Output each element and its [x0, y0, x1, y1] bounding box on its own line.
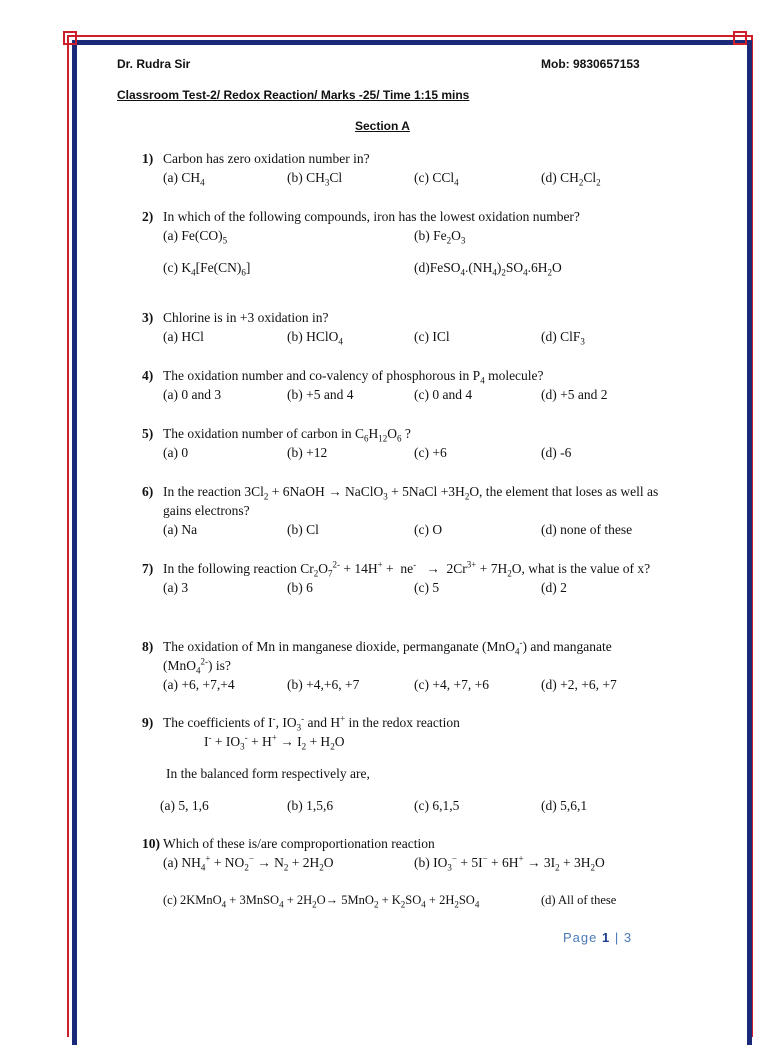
question-number: 4)	[142, 368, 154, 383]
option-a: (a) +6, +7,+4	[163, 677, 235, 692]
option-b: (b) $Fe_2O_3$	[414, 228, 466, 246]
option-d: (d) +5 and 2	[541, 387, 608, 402]
question-6	[142, 482, 662, 539]
option-d: (d) +2, +6, +7	[541, 677, 617, 692]
option-a: (a) $CH_4$	[163, 170, 205, 188]
options-row	[160, 796, 662, 815]
option-d: $(d)FeSO_4.(NH_4)_2SO_4.6H_2O$	[414, 260, 562, 278]
question-text: The oxidation number of carbon in $C_6H_{12}O_6$ ?	[163, 426, 411, 444]
question-4	[142, 366, 662, 404]
question-5	[142, 424, 662, 462]
mobile-number: Mob: 9830657153	[541, 57, 640, 71]
option-c: (c) O	[414, 522, 443, 537]
option-b: (b) 6	[287, 580, 313, 595]
corner-ornament-left	[63, 31, 77, 45]
question-number: 10)	[142, 836, 160, 851]
option-d: (d) 5,6,1	[541, 798, 588, 813]
option-a: (a) $Fe(CO)_5$	[163, 228, 228, 246]
options-row	[163, 168, 662, 187]
option-c: (c) 2KMnO$_4$ + 3MnSO$_4$ + $2H_2O\to 5MnO_2 + K_2SO_4 + 2H_2SO_4$	[163, 893, 480, 910]
option-a: (a) $NH_4^+ + NO_2^- \to N_2 + 2H_2O$	[163, 853, 334, 873]
question-number: 2)	[142, 209, 154, 224]
question-8	[142, 637, 662, 694]
test-title: Classroom Test-2/ Redox Reaction/ Marks -25/ Time 1:15 mins	[117, 88, 470, 102]
options-row	[163, 385, 662, 404]
option-c: (c) 5	[414, 580, 440, 595]
option-a: (a) HCl	[163, 329, 204, 344]
question-7	[142, 559, 662, 597]
page-word: Page	[563, 930, 598, 945]
option-b: (b) +5 and 4	[287, 387, 354, 402]
option-b: (b) $IO_3^- + 5I^- + 6H^+ \to 3I_2 + 3H_2O$	[414, 853, 605, 873]
option-c: (c) +4, +7, +6	[414, 677, 489, 692]
option-c: (c) ICl	[414, 329, 450, 344]
question-text: The oxidation of Mn in manganese dioxide, permanganate (MnO$_4$-) and manganate (MnO$_4^{2-}$) is?	[163, 637, 612, 676]
question-2	[142, 207, 662, 277]
page-total: 3	[623, 930, 633, 945]
question-text: Chlorine is in +3 oxidation in?	[163, 310, 329, 325]
reaction-equation: $I^- + IO_3^- + H^+ \to I_2 + H_2O$	[204, 732, 345, 752]
question-text: The coefficients of I-, $IO_3^-$ and H+ in the redox reaction	[163, 713, 460, 733]
question-text: The oxidation number and co-valency of phosphorous in $P_4$ molecule?	[163, 368, 544, 386]
question-10	[142, 834, 662, 910]
options-row	[163, 327, 662, 346]
option-c: (c) 0 and 4	[414, 387, 473, 402]
option-b: (b) Cl	[287, 522, 319, 537]
option-d: (d) 2	[541, 580, 567, 595]
question-number: 1)	[142, 151, 154, 166]
option-b: (b) HClO$_4$	[287, 329, 343, 347]
teacher-name: Dr. Rudra Sir	[117, 57, 191, 71]
question-1	[142, 149, 662, 187]
option-b: (b) +12	[287, 445, 328, 460]
page-number: 1	[602, 930, 611, 945]
corner-ornament-right	[733, 31, 747, 45]
option-c: (c) $K_4[Fe(CN)_6]$	[163, 260, 251, 278]
question-number: 7)	[142, 561, 154, 576]
options-row	[163, 675, 662, 694]
option-c: (c) 6,1,5	[414, 798, 460, 813]
option-d: (d) none of these	[541, 522, 633, 537]
question-note: In the balanced form respectively are,	[166, 766, 370, 781]
options-row	[163, 258, 662, 277]
option-a: (a) 3	[163, 580, 189, 595]
question-number: 3)	[142, 310, 154, 325]
options-row	[163, 226, 662, 245]
question-text: Which of these is/are comproportionation reaction	[163, 836, 435, 851]
section-heading: Section A	[355, 119, 410, 133]
option-a: (a) 0	[163, 445, 189, 460]
question-text: In the following reaction $Cr_2O_7^{2-} + 14H^+ + ne^- \to 2Cr^{3+} + 7H_2O$, what is the value of x?	[163, 559, 651, 579]
question-number: 5)	[142, 426, 154, 441]
question-9	[142, 713, 662, 815]
option-a: (a) Na	[163, 522, 198, 537]
question-number: 9)	[142, 715, 154, 730]
question-text: In the reaction $3Cl_2$ + 6NaOH → NaClO$_3$ + 5NaCl $+3H_2O$, the element that loses as well as gains electrons?	[163, 484, 659, 518]
question-number: 8)	[142, 639, 154, 654]
options-row	[163, 520, 662, 539]
options-row	[163, 853, 662, 872]
option-a: (a) 0 and 3	[163, 387, 222, 402]
option-d: (d) ClF$_3$	[541, 329, 585, 347]
options-row	[163, 891, 662, 910]
page-footer: Page 1 | 3	[563, 930, 633, 945]
option-c: (c) +6	[414, 445, 447, 460]
question-text: Carbon has zero oxidation number in?	[163, 151, 370, 166]
option-d: (d) All of these	[541, 893, 617, 907]
options-row	[163, 578, 662, 597]
option-d: (d) $CH_2Cl_2$	[541, 170, 601, 188]
question-3	[142, 308, 662, 346]
options-row	[163, 443, 662, 462]
question-text: In which of the following compounds, iron has the lowest oxidation number?	[163, 209, 580, 224]
option-c: (c) CCl$_4$	[414, 170, 459, 188]
option-d: (d) -6	[541, 445, 572, 460]
option-b: (b) $CH_3Cl$	[287, 170, 343, 188]
option-b: (b) +4,+6, +7	[287, 677, 360, 692]
option-b: (b) 1,5,6	[287, 798, 334, 813]
option-a: (a) 5, 1,6	[160, 798, 209, 813]
question-number: 6)	[142, 484, 154, 499]
